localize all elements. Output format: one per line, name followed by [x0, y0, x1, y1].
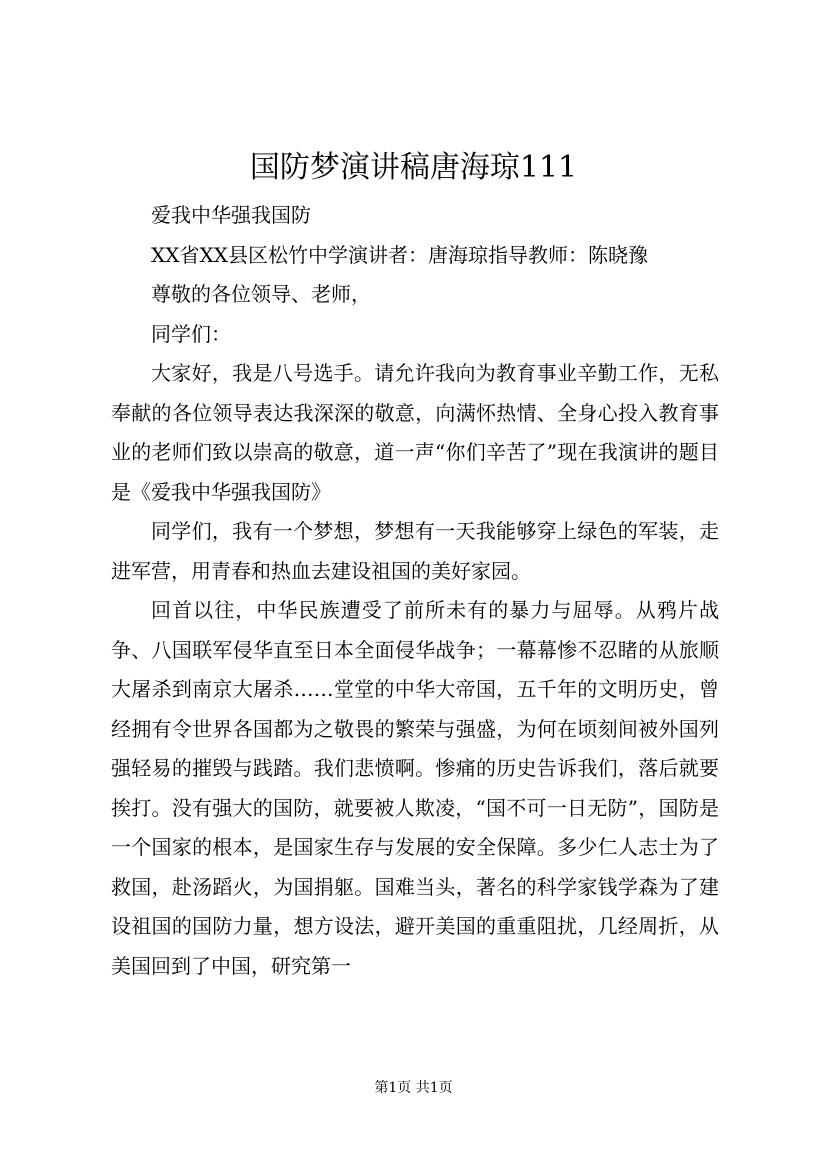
document-title: 国防梦演讲稿唐海琼111 — [249, 150, 578, 185]
paragraph-intro: 大家好，我是八号选手。请允许我向为教育事业辛勤工作，无私奉献的各位领导表达我深深的敬意，向满怀热情、全身心投入教育事业的老师们致以崇高的敬意，道一声“你们辛苦了”现在我演讲的题目是《爱我中华强我国防》 — [111, 361, 719, 504]
paragraph-salutation: 尊敬的各位领导、老师， — [151, 282, 371, 306]
paragraph-history: 回首以往，中华民族遭受了前所未有的暴力与屈辱。从鸦片战争、八国联军侵华直至日本全面侵华战争；一幕幕惨不忍睹的从旅顺大屠杀到南京大屠杀……堂堂的中华大帝国，五千年的文明历史，曾经拥有令世界各国都为之敬畏的繁荣与强盛，为何在顷刻间被外国列强轻易的摧毁与践踏。我们悲愤啊。惨痛的历史告诉我们，落后就要挨打。没有强大的国防，就要被人欺凌，“国不可一日无防”，国防是一个国家的根本，是国家生存与发展的安全保障。多少仁人志士为了救国，赴汤蹈火，为国捐躯。国难当头，著名的科学家钱学森为了建设祖国的国防力量，想方设法，避开美国的重重阻扰，几经周折，从美国回到了中国，研究第一 — [111, 598, 719, 978]
paragraph-dream: 同学们，我有一个梦想，梦想有一天我能够穿上绿色的军装，走进军营，用青春和热血去建设祖国的美好家园。 — [111, 519, 719, 583]
page-footer: 第1页 共1页 — [374, 1080, 453, 1096]
paragraph-heading: 爱我中华强我国防 — [151, 203, 311, 227]
document-body — [111, 196, 719, 986]
paragraph-greeting: 同学们： — [151, 321, 231, 346]
paragraph-speaker-info: XX省XX县区松竹中学演讲者：唐海琼指导教师：陈晓豫 — [151, 242, 648, 267]
